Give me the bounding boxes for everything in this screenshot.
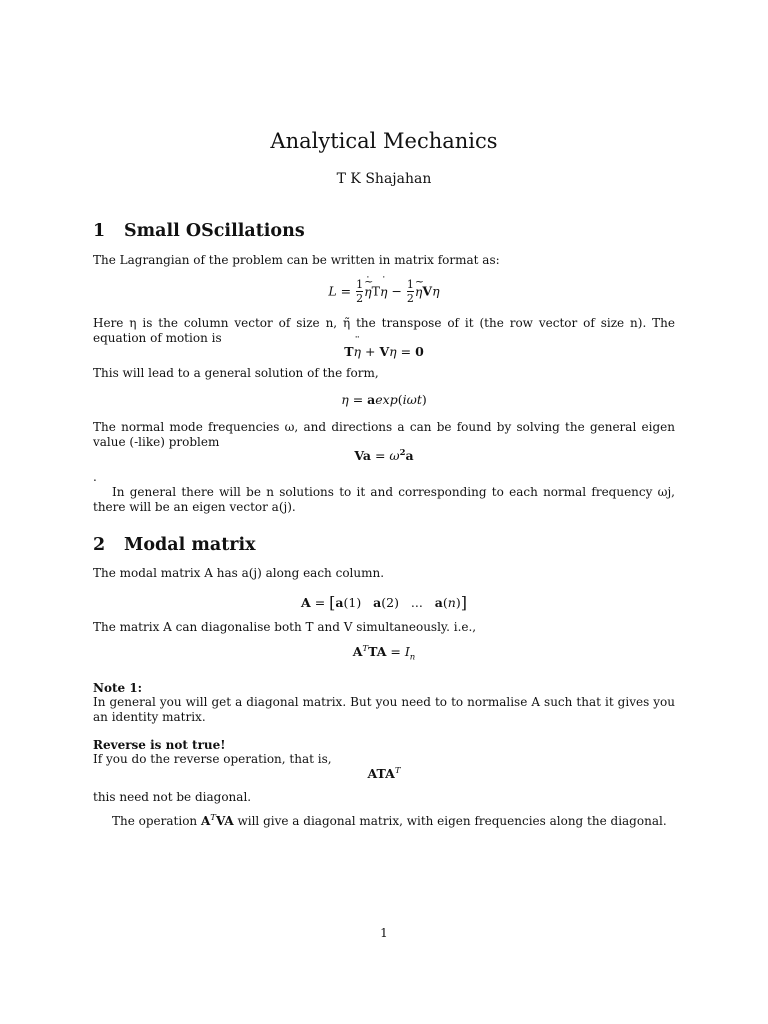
general-solution-equation: η = aexp(iωt) — [341, 392, 427, 407]
reverse-heading: Reverse is not true! — [93, 738, 226, 752]
section-1-intro: The Lagrangian of the problem can be written in matrix format as: — [93, 253, 500, 267]
section-2-paragraph-1: The modal matrix A has a(j) along each column. — [93, 566, 385, 580]
document-author: T K Shajahan — [336, 171, 432, 187]
section-1-number: 1 — [93, 221, 106, 241]
eigenvalue-equation: $Va = \omega^2a$ — [354, 448, 414, 464]
reverse-equation: $ATA^T$ — [367, 766, 401, 782]
equation-of-motion: T¨ η + Vη = 0 — [93, 344, 675, 359]
modal-matrix-equation: A = [a(1) a(2) ... a(n)] — [301, 593, 467, 612]
section-1-heading — [93, 221, 305, 241]
section-2-paragraph-2: The matrix A can diagonalise both T and V simultaneously. i.e., — [93, 620, 477, 634]
note-1-heading: Note 1: — [93, 681, 143, 695]
page-number: 1 — [380, 926, 388, 940]
section-2-paragraph-3: this need not be diagonal. — [93, 790, 252, 804]
lagrangian-equation: $L = \frac{1}{2}$ ˙ ~ ηT˙ $\eta - \frac{1}{2}$ ~ ηVη — [93, 279, 675, 305]
reverse-text: If you do the reverse operation, that is, — [93, 752, 332, 766]
section-1-paragraph-5: In general there will be n solutions to it and corresponding to each normal frequency ωj, there will be an eigen vector a(j). — [93, 485, 675, 514]
diagonalisation-equation: $A^TTA = I_n$ — [352, 644, 416, 663]
period-mark: . — [93, 470, 97, 484]
section-2-title: Modal matrix — [124, 535, 256, 555]
section-1-title: Small OScillations — [124, 221, 305, 241]
note-1-text: In general you will get a diagonal matrix. But you need to to normalise A such that it gives you an identity matrix. — [93, 695, 675, 724]
section-2-number: 2 — [93, 535, 106, 555]
section-2-paragraph-4: The operation $A^TVA$ will give a diagonal matrix, with eigen frequencies along the diagonal. — [112, 813, 667, 828]
section-1-paragraph-3: This will lead to a general solution of the form, — [93, 366, 379, 380]
section-1-paragraph-4: The normal mode frequencies ω, and directions a can be found by solving the general eigen value (-like) problem — [93, 420, 675, 449]
document-title: Analytical Mechanics — [270, 129, 498, 153]
section-1-paragraph-2: Here η is the column vector of size n, η̃ the transpose of it (the row vector of size n). The equation of motion is — [93, 316, 675, 345]
section-2-heading — [93, 535, 256, 555]
